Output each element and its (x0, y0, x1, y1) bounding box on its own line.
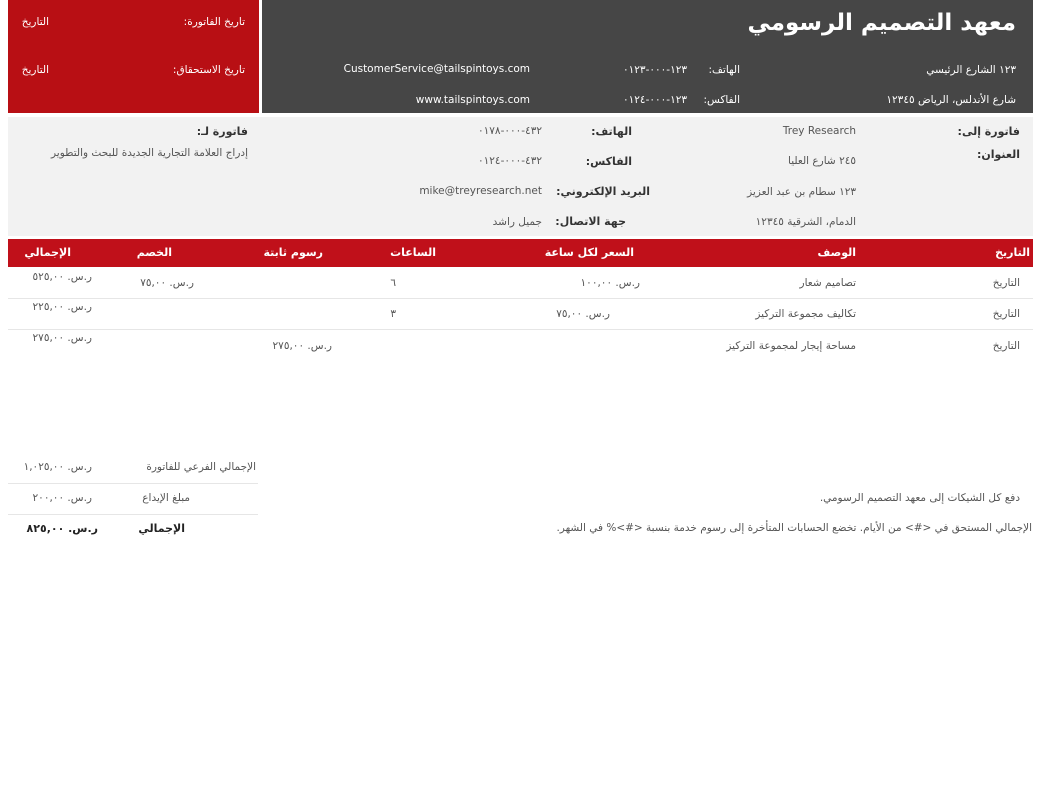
client-fax: ٤٣٢-٠٠٠-٠١٢٤ (478, 155, 542, 167)
subtotal-value: ر.س. ١,٠٢٥,٠٠ (23, 461, 92, 473)
company-name: معهد التصميم الرسومي (747, 10, 1016, 36)
totals-divider (8, 514, 258, 515)
total-value: ر.س. ٨٢٥,٠٠ (26, 522, 98, 535)
col-header-date: التاريخ (995, 246, 1030, 259)
invoice-for-label: فاتورة لـ: (196, 125, 248, 138)
table-row-discount: ر.س. ٧٥,٠٠ (140, 277, 194, 289)
table-row-total: ر.س. ٥٢٥,٠٠ (32, 271, 92, 283)
invoice-for-value: إدراج العلامة التجارية الجديدة للبحث والتطوير (50, 147, 248, 159)
table-row-date: التاريخ (992, 308, 1020, 320)
row-divider (8, 329, 1033, 330)
due-date-label: تاريخ الاستحقاق: (172, 64, 245, 76)
address-label: العنوان: (976, 148, 1020, 161)
client-phone-label: الهاتف: (591, 125, 632, 138)
table-row-rate: ر.س. ٧٥,٠٠ (556, 308, 610, 320)
table-row-fixed: ر.س. ٢٧٥,٠٠ (272, 340, 332, 352)
row-divider (8, 298, 1033, 299)
col-header-fixed: رسوم ثابتة (263, 246, 323, 259)
col-header-rate: السعر لكل ساعة (544, 246, 634, 259)
col-header-hours: الساعات (390, 246, 436, 259)
client-email[interactable]: mike@treyresearch.net (419, 185, 542, 197)
client-address-line3: الدمام، الشرقية ١٢٣٤٥ (755, 216, 856, 228)
table-row-total: ر.س. ٢٧٥,٠٠ (32, 332, 92, 344)
company-address-line1: ١٢٣ الشارع الرئيسي (926, 64, 1016, 76)
client-phone: ٤٣٢-٠٠٠-٠١٧٨ (478, 125, 542, 137)
company-email[interactable]: CustomerService@tailspintoys.com (343, 63, 530, 75)
deposit-value: ر.س. ٢٠٠,٠٠ (32, 492, 92, 504)
table-row-description: تكاليف مجموعة التركيز (755, 308, 856, 320)
table-row-hours: ٣ (390, 308, 396, 320)
col-header-description: الوصف (817, 246, 856, 259)
client-fax-label: الفاكس: (585, 155, 632, 168)
client-address-line2: ١٢٣ سطام بن عبد العزيز (747, 186, 856, 198)
client-address-line1: ٢٤٥ شارع العليا (788, 155, 856, 167)
client-name: Trey Research (782, 125, 856, 137)
table-row-total: ر.س. ٢٢٥,٠٠ (32, 301, 92, 313)
table-row-rate: ر.س. ١٠٠,٠٠ (580, 277, 640, 289)
company-phone-label: الهاتف: (708, 64, 740, 76)
table-row-hours: ٦ (390, 277, 396, 289)
checks-payable-note: دفع كل الشيكات إلى معهد التصميم الرسومي. (819, 492, 1020, 504)
invoice-date-label: تاريخ الفاتورة: (183, 16, 245, 28)
client-contact: جميل راشد (492, 216, 542, 228)
due-date-value: التاريخ (21, 64, 49, 76)
company-fax-label: الفاكس: (703, 94, 740, 106)
totals-divider (8, 483, 258, 484)
col-header-discount: الخصم (136, 246, 172, 259)
payment-terms-note: الإجمالي المستحق في <#> من الأيام. تخضع الحسابات المتأخرة إلى رسوم خدمة بنسبة <#>% في الشهر. (556, 522, 1032, 534)
col-header-total: الإجمالي (24, 246, 71, 259)
company-fax: ١٢٣-٠٠٠-٠١٢٤ (623, 94, 687, 106)
company-address-line2: شارع الأندلس، الرياض ١٢٣٤٥ (886, 94, 1016, 106)
client-email-label: البريد الإلكتروني: (556, 185, 650, 198)
table-row-date: التاريخ (992, 277, 1020, 289)
client-contact-label: جهة الاتصال: (555, 215, 626, 228)
deposit-label: مبلغ الإيداع (142, 492, 190, 504)
bill-to-label: فاتورة إلى: (957, 125, 1020, 138)
table-row-description: تصاميم شعار (799, 277, 856, 289)
company-website[interactable]: www.tailspintoys.com (415, 94, 530, 106)
subtotal-label: الإجمالي الفرعي للفاتورة (146, 461, 256, 473)
invoice-date-value: التاريخ (21, 16, 49, 28)
company-phone: ١٢٣-٠٠٠-٠١٢٣ (623, 64, 687, 76)
total-label: الإجمالي (138, 522, 185, 535)
table-row-description: مساحة إيجار لمجموعة التركيز (726, 340, 856, 352)
table-row-date: التاريخ (992, 340, 1020, 352)
